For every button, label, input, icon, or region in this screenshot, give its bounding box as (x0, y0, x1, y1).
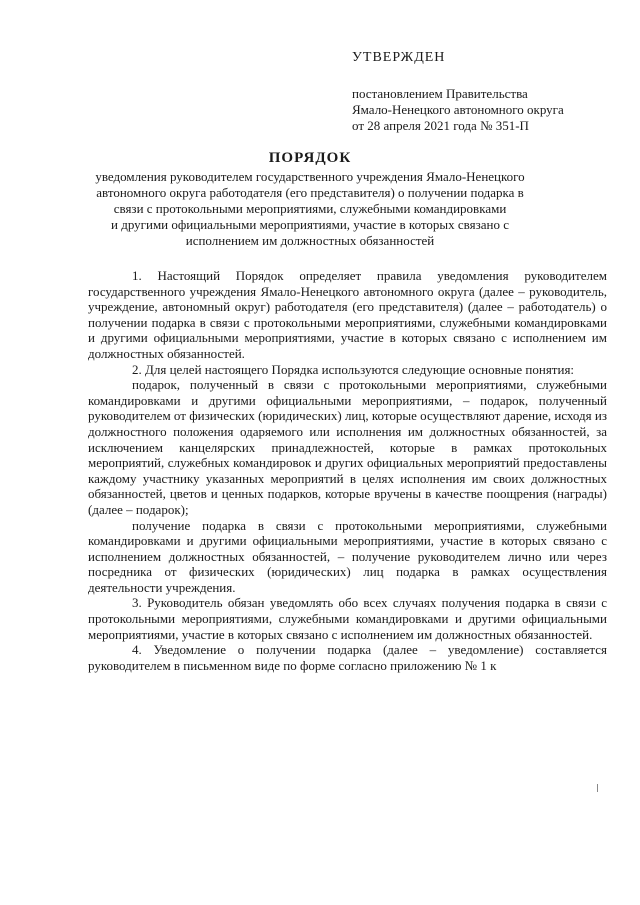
title-subline: исполнением им должностных обязанностей (185, 233, 435, 248)
document-body (88, 268, 607, 673)
title-subline: автономного округа работодателя (его представителя) о получении подарка в (96, 185, 524, 200)
approval-heading: УТВЕРЖДЕН (352, 50, 446, 65)
paragraph-4: 4. Уведомление о получении подарка (далее – уведомление) составляется руководителем в письменном виде по форме согласно приложению № 1 к (88, 642, 607, 673)
title-subline: и другими официальными мероприятиями, участие в которых связано с (111, 217, 509, 232)
approval-line: постановлением Правительства (352, 86, 528, 101)
document-title: ПОРЯДОК (268, 150, 352, 166)
approval-line: от 28 апреля 2021 года № 351-П (352, 118, 529, 133)
paragraph-3: 3. Руководитель обязан уведомлять обо всех случаях получения подарка в связи с протокольными мероприятиями, служебными командировками и другими официальными мероприятиями, участие в которых связано с исполнением им должностных обязанностей. (88, 595, 607, 642)
document-title-block (90, 150, 530, 249)
paragraph-2: 2. Для целей настоящего Порядка используются следующие основные понятия: (132, 361, 575, 377)
approval-block (352, 50, 622, 134)
definition-receipt: получение подарка в связи с протокольными мероприятиями, служебными командировками и другими официальными мероприятиями, участие в которых связано с исполнением должностных обязанностей, – получение руководителем лично или через посредника от физических (юридических) лиц подарка в рамках осуществления деятельности учреждения. (88, 517, 607, 595)
title-subline: связи с протокольными мероприятиями, служебными командировками (113, 201, 507, 216)
definition-gift: подарок, полученный в связи с протокольными мероприятиями, служебными командировками и другими официальными мероприятиями, – подарок, полученный руководителем от физических (юридических) лиц, которые осуществляют дарение, исходя из должностного положения одаряемого или исполнения им должностных обязанностей, за исключением канцелярских принадлежностей, которые в рамках протокольных мероприятий, служебных командировок и других официальных мероприятий предоставлены каждому участнику указанных мероприятий в целях исполнения им своих должностных обязанностей, цветов и ценных подарков, которые вручены в качестве поощрения (награды) (далее – подарок); (88, 377, 607, 517)
title-subline: уведомления руководителем государственного учреждения Ямало-Ненецкого (95, 169, 525, 184)
scan-artifact (597, 784, 598, 792)
paragraph-1: 1. Настоящий Порядок определяет правила уведомления руководителем государственного учреждения Ямало-Ненецкого автономного округа (далее – руководитель, учреждение, автономный округ) работодателя (его представителя) (далее – работодатель) о получении подарка в связи с протокольными мероприятиями, служебными командировками и другими официальными мероприятиями, участие в которых связано с исполнением им должностных обязанностей. (88, 268, 607, 361)
approval-line: Ямало-Ненецкого автономного округа (352, 102, 564, 117)
